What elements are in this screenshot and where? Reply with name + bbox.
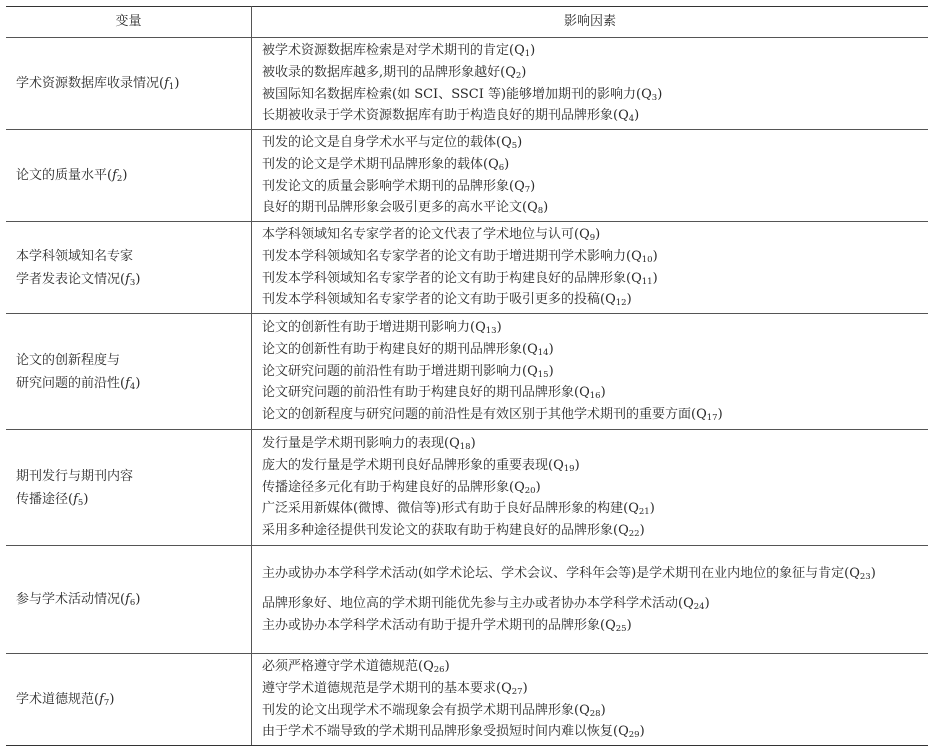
factor-close-paren: ) bbox=[626, 292, 632, 308]
variable-symbol: f bbox=[125, 592, 130, 607]
variable-cell bbox=[6, 38, 252, 130]
table-row bbox=[6, 222, 928, 314]
factor-close-paren: ) bbox=[574, 457, 580, 473]
factor-close-paren: ) bbox=[517, 135, 523, 151]
factor-item bbox=[262, 404, 916, 426]
factor-text: 刊发的论文是学术期刊品牌形象的载体(Q bbox=[262, 156, 499, 172]
variable-name: 学术道德规范$(f_7)$ bbox=[16, 692, 115, 708]
factor-item bbox=[262, 455, 916, 477]
variable-cell bbox=[6, 430, 252, 546]
factor-item bbox=[262, 289, 916, 311]
factor-close-paren: ) bbox=[639, 523, 645, 539]
variable-text: 参与学术活动情况 bbox=[16, 592, 121, 607]
factor-item bbox=[262, 246, 916, 268]
factor-subscript: 10 bbox=[641, 254, 653, 265]
factors-cell bbox=[252, 130, 929, 222]
factor-subscript: 20 bbox=[524, 485, 536, 496]
factor-subscript: 3 bbox=[651, 92, 658, 103]
factor-item bbox=[262, 197, 916, 219]
factor-close-paren: ) bbox=[535, 479, 541, 495]
factor-subscript: 11 bbox=[641, 276, 653, 287]
factor-close-paren: ) bbox=[649, 501, 655, 517]
variable-symbol: f bbox=[112, 168, 117, 183]
table-row bbox=[6, 654, 928, 746]
factor-text: 广泛采用新媒体(微博、微信等)形式有助于良好品牌形象的构建(Q bbox=[262, 501, 639, 517]
factor-text: 发行量是学术期刊影响力的表现(Q bbox=[262, 436, 460, 452]
factor-text: 由于学术不端导致的学术期刊品牌形象受损短时间内难以恢复(Q bbox=[262, 724, 629, 740]
factor-item bbox=[262, 361, 916, 383]
factor-subscript: 18 bbox=[459, 442, 471, 453]
variable-text: 学术道德规范 bbox=[16, 692, 95, 707]
factor-item bbox=[262, 656, 916, 678]
factor-item bbox=[262, 132, 916, 154]
factor-close-paren: ) bbox=[548, 363, 554, 379]
factor-item bbox=[262, 40, 916, 62]
factor-subscript: 2 bbox=[515, 70, 522, 81]
factor-subscript: 22 bbox=[628, 529, 640, 540]
factor-item bbox=[262, 678, 916, 700]
header-factors: 影响因素 bbox=[252, 7, 929, 38]
factor-text: 遵守学术道德规范是学术期刊的基本要求(Q bbox=[262, 680, 512, 696]
factor-item bbox=[262, 176, 916, 198]
factor-item bbox=[262, 382, 916, 404]
table-row bbox=[6, 430, 928, 546]
variable-line-1: 论文的创新程度与 bbox=[16, 352, 121, 368]
factor-text: 庞大的发行量是学术期刊良好品牌形象的重要表现(Q bbox=[262, 457, 564, 473]
factor-close-paren: ) bbox=[639, 724, 645, 740]
factor-subscript: 17 bbox=[706, 413, 718, 424]
factor-item bbox=[262, 563, 916, 593]
factor-close-paren: ) bbox=[530, 43, 536, 59]
factor-subscript: 12 bbox=[615, 298, 627, 309]
variable-cell bbox=[6, 314, 252, 430]
variable-name: 传播途径$(f_5)$ bbox=[16, 491, 89, 508]
table-row bbox=[6, 314, 928, 430]
variable-symbol: f bbox=[99, 692, 104, 707]
variable-text: 传播途径 bbox=[16, 491, 69, 507]
variable-cell bbox=[6, 222, 252, 314]
factor-subscript: 24 bbox=[693, 601, 705, 612]
factor-close-paren: ) bbox=[444, 659, 450, 675]
factor-item bbox=[262, 477, 916, 499]
factor-text: 刊发本学科领域知名专家学者的论文有助于吸引更多的投稿(Q bbox=[262, 292, 616, 308]
factor-text: 刊发的论文是自身学术水平与定位的载体(Q bbox=[262, 135, 512, 151]
factor-text: 主办或协办本学科学术活动(如学术论坛、学术会议、学科年会等)是学术期刊在业内地位的象征与肯定(Q bbox=[262, 565, 860, 581]
factor-subscript: 19 bbox=[563, 463, 575, 474]
variable-subscript: 2 bbox=[116, 174, 123, 184]
factor-text: 刊发的论文出现学术不端现象会有损学术期刊品牌形象(Q bbox=[262, 702, 590, 718]
factor-item bbox=[262, 700, 916, 722]
factor-item bbox=[262, 615, 916, 637]
variable-cell bbox=[6, 546, 252, 654]
factor-text: 本学科领域知名专家学者的论文代表了学术地位与认可(Q bbox=[262, 227, 590, 243]
factors-cell bbox=[252, 430, 929, 546]
table-row bbox=[6, 38, 928, 130]
factor-subscript: 16 bbox=[589, 391, 601, 402]
factor-text: 论文的创新性有助于增进期刊影响力(Q bbox=[262, 320, 486, 336]
factor-close-paren: ) bbox=[600, 385, 606, 401]
factor-subscript: 6 bbox=[498, 162, 505, 173]
variable-cell bbox=[6, 654, 252, 746]
factor-text: 论文研究问题的前沿性有助于增进期刊影响力(Q bbox=[262, 363, 538, 379]
factor-close-paren: ) bbox=[652, 270, 658, 286]
factor-text: 被收录的数据库越多,期刊的品牌形象越好(Q bbox=[262, 64, 516, 80]
variable-text: 研究问题的前沿性 bbox=[16, 375, 121, 391]
factor-close-paren: ) bbox=[600, 702, 606, 718]
table-row bbox=[6, 130, 928, 222]
table-row bbox=[6, 546, 928, 654]
factor-close-paren: ) bbox=[595, 227, 601, 243]
factor-close-paren: ) bbox=[704, 595, 710, 611]
factor-subscript: 7 bbox=[524, 184, 531, 195]
table-header-row bbox=[6, 7, 928, 38]
factor-close-paren: ) bbox=[548, 341, 554, 357]
factor-text: 论文的创新程度与研究问题的前沿性是有效区别于其他学术期刊的重要方面(Q bbox=[262, 407, 707, 423]
factor-close-paren: ) bbox=[530, 178, 536, 194]
variable-cell bbox=[6, 130, 252, 222]
factor-text: 刊发本学科领域知名专家学者的论文有助于增进期刊学术影响力(Q bbox=[262, 248, 642, 264]
variable-subscript: 3 bbox=[129, 277, 136, 288]
factor-subscript: 4 bbox=[628, 114, 635, 125]
factor-subscript: 29 bbox=[628, 730, 640, 741]
factors-cell bbox=[252, 222, 929, 314]
factor-close-paren: ) bbox=[522, 680, 528, 696]
factor-item bbox=[262, 593, 916, 615]
factor-item bbox=[262, 84, 916, 106]
factors-cell bbox=[252, 38, 929, 130]
factor-item bbox=[262, 520, 916, 542]
factor-subscript: 14 bbox=[537, 347, 549, 358]
factor-close-paren: ) bbox=[717, 407, 723, 423]
factor-item bbox=[262, 317, 916, 339]
factor-close-paren: ) bbox=[504, 156, 510, 172]
factor-item bbox=[262, 498, 916, 520]
factors-cell bbox=[252, 546, 929, 654]
factor-item bbox=[262, 105, 916, 127]
factor-text: 长期被收录于学术资源数据库有助于构造良好的期刊品牌形象(Q bbox=[262, 108, 629, 124]
variable-name: 学者发表论文情况$(f_3)$ bbox=[16, 271, 141, 288]
variable-line-1: 期刊发行与期刊内容 bbox=[16, 468, 134, 484]
factor-subscript: 15 bbox=[537, 369, 549, 380]
table-body bbox=[6, 38, 928, 746]
influence-factor-table bbox=[6, 6, 928, 746]
factor-text: 刊发论文的质量会影响学术期刊的品牌形象(Q bbox=[262, 178, 525, 194]
factor-text: 主办或协办本学科学术活动有助于提升学术期刊的品牌形象(Q bbox=[262, 617, 616, 633]
factor-item bbox=[262, 224, 916, 246]
factor-close-paren: ) bbox=[626, 617, 632, 633]
factor-text: 论文的创新性有助于构建良好的期刊品牌形象(Q bbox=[262, 341, 538, 357]
variable-subscript: 4 bbox=[129, 381, 136, 392]
factor-text: 刊发本学科领域知名专家学者的论文有助于构建良好的品牌形象(Q bbox=[262, 270, 642, 286]
factors-cell bbox=[252, 654, 929, 746]
factor-subscript: 26 bbox=[433, 665, 445, 676]
factor-close-paren: ) bbox=[652, 248, 658, 264]
factor-text: 良好的期刊品牌形象会吸引更多的高水平论文(Q bbox=[262, 200, 538, 216]
variable-subscript: 6 bbox=[129, 598, 136, 608]
variable-subscript: 7 bbox=[103, 698, 110, 708]
variable-symbol: f bbox=[125, 271, 130, 287]
factor-text: 传播途径多元化有助于构建良好的品牌形象(Q bbox=[262, 479, 525, 495]
factor-close-paren: ) bbox=[521, 64, 527, 80]
variable-symbol: f bbox=[73, 491, 78, 507]
factor-subscript: 13 bbox=[485, 326, 497, 337]
factor-subscript: 9 bbox=[589, 233, 596, 244]
factors-cell bbox=[252, 314, 929, 430]
variable-subscript: 5 bbox=[77, 497, 84, 508]
factor-item bbox=[262, 433, 916, 455]
factor-item bbox=[262, 154, 916, 176]
variable-name: 学术资源数据库收录情况$(f_1)$ bbox=[16, 76, 180, 92]
factor-item bbox=[262, 268, 916, 290]
variable-text: 学术资源数据库收录情况 bbox=[16, 76, 160, 91]
factor-close-paren: ) bbox=[496, 320, 502, 336]
variable-line-1: 本学科领域知名专家 bbox=[16, 248, 134, 264]
variable-name: 参与学术活动情况$(f_6)$ bbox=[16, 592, 141, 608]
variable-subscript: 1 bbox=[168, 82, 175, 92]
variable-symbol: f bbox=[164, 76, 169, 91]
factor-text: 品牌形象好、地位高的学术期刊能优先参与主办或者协办本学科学术活动(Q bbox=[262, 595, 694, 611]
factor-subscript: 25 bbox=[615, 623, 627, 634]
factor-text: 被学术资源数据库检索是对学术期刊的肯定(Q bbox=[262, 43, 525, 59]
factor-close-paren: ) bbox=[543, 200, 549, 216]
factor-text: 论文研究问题的前沿性有助于构建良好的期刊品牌形象(Q bbox=[262, 385, 590, 401]
factor-close-paren: ) bbox=[870, 565, 876, 581]
factor-item bbox=[262, 339, 916, 361]
factor-close-paren: ) bbox=[634, 108, 640, 124]
variable-symbol: f bbox=[125, 375, 130, 391]
factor-text: 必须严格遵守学术道德规范(Q bbox=[262, 659, 434, 675]
factor-subscript: 5 bbox=[511, 141, 518, 152]
factor-subscript: 21 bbox=[638, 507, 650, 518]
factor-text: 采用多种途径提供刊发论文的获取有助于构建良好的品牌形象(Q bbox=[262, 523, 629, 539]
factor-close-paren: ) bbox=[470, 436, 476, 452]
variable-text: 论文的质量水平 bbox=[16, 168, 108, 183]
factor-subscript: 23 bbox=[859, 571, 871, 582]
factor-text: 被国际知名数据库检索(如 SCI、SSCI 等)能够增加期刊的影响力(Q bbox=[262, 86, 652, 102]
factor-subscript: 8 bbox=[537, 206, 544, 217]
factor-subscript: 27 bbox=[511, 686, 523, 697]
factor-subscript: 28 bbox=[589, 708, 601, 719]
factor-subscript: 1 bbox=[524, 49, 531, 60]
variable-text: 学者发表论文情况 bbox=[16, 271, 121, 287]
factor-close-paren: ) bbox=[657, 86, 663, 102]
header-variable: 变量 bbox=[6, 7, 252, 38]
variable-name: 论文的质量水平$(f_2)$ bbox=[16, 168, 128, 184]
factor-item bbox=[262, 62, 916, 84]
variable-name: 研究问题的前沿性$(f_4)$ bbox=[16, 375, 141, 392]
